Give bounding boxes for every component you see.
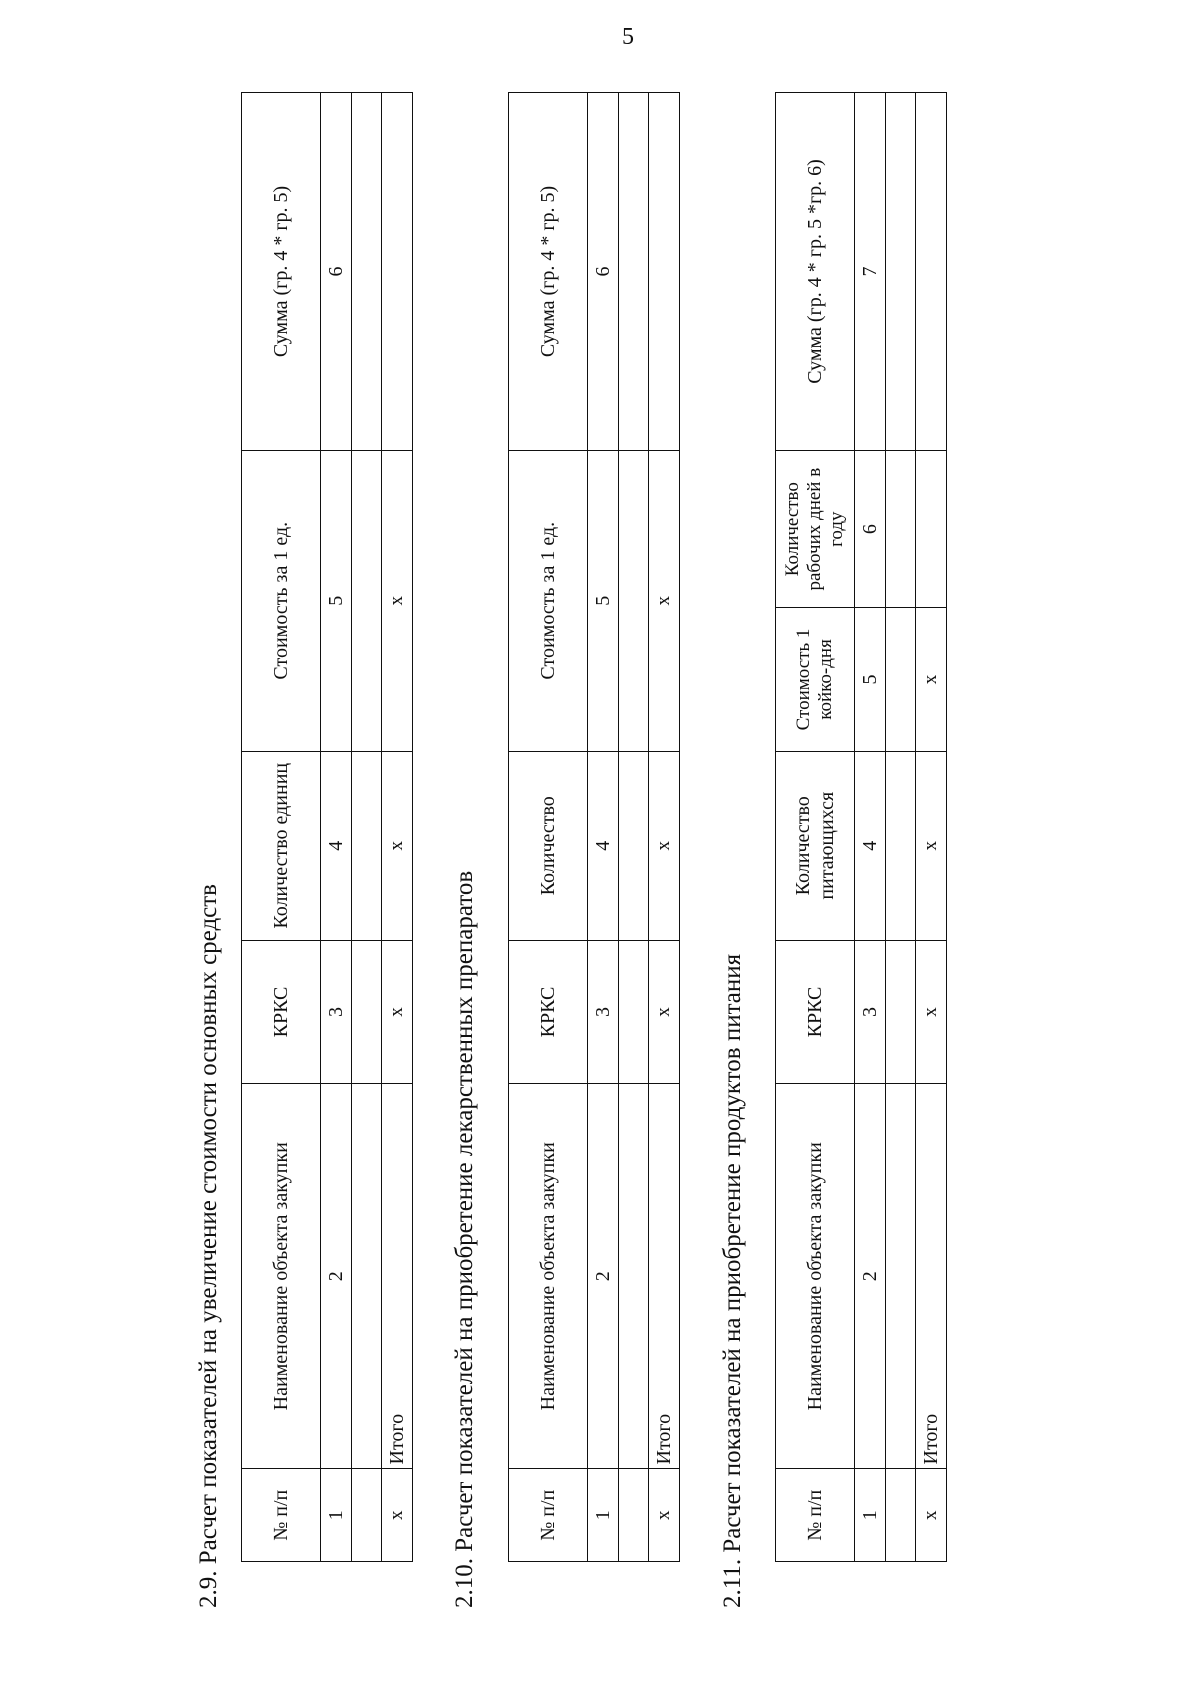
total-cell: х [382,1469,413,1562]
total-cell: х [649,1469,680,1562]
total-cell: х [382,751,413,940]
header-cell: Количество питающихся [776,751,855,940]
header-cell: № п/п [776,1469,855,1562]
total-cell [382,93,413,451]
total-cell [916,450,947,607]
header-cell: Стоимость 1 койко-дня [776,608,855,751]
header-cell: Наименование объекта закупки [509,1084,588,1469]
total-cell [916,93,947,451]
column-number: 1 [588,1469,619,1562]
header-cell: Сумма (гр. 4 * гр. 5) [242,93,321,451]
section-title-2-9: 2.9. Расчет показателей на увеличение стоимости основных средств [195,884,222,1608]
header-cell: Стоимость за 1 ед. [242,450,321,751]
header-cell: № п/п [242,1469,321,1562]
column-number: 4 [588,751,619,940]
table-2-11 [775,92,947,1562]
empty-cell [352,450,382,751]
rotated-sheet [195,108,1195,1608]
total-cell: х [649,751,680,940]
table-2-9 [241,92,413,1562]
column-number: 5 [321,450,352,751]
empty-row [619,93,649,1562]
column-number: 2 [588,1084,619,1469]
header-cell: КРКС [509,940,588,1083]
header-cell: № п/п [509,1469,588,1562]
column-number-row [588,93,619,1562]
column-number: 2 [855,1084,886,1469]
total-cell: х [649,450,680,751]
header-cell: Количество единиц [242,751,321,940]
column-number: 3 [588,940,619,1083]
section-title-2-10: 2.10. Расчет показателей на приобретение лекарственных препаратов [451,870,478,1608]
empty-cell [619,450,649,751]
header-row [776,93,855,1562]
header-cell: Наименование объекта закупки [242,1084,321,1469]
header-row [242,93,321,1562]
total-row [649,93,680,1562]
empty-cell [352,751,382,940]
empty-cell [352,1469,382,1562]
header-cell: Сумма (гр. 4 * гр. 5) [509,93,588,451]
total-cell: х [916,751,947,940]
header-cell: Стоимость за 1 ед. [509,450,588,751]
total-label: Итого [649,1084,680,1469]
total-label: Итого [916,1084,947,1469]
page-number: 5 [622,24,634,50]
total-cell: х [916,1469,947,1562]
total-row [916,93,947,1562]
empty-cell [886,940,916,1083]
total-cell: х [649,940,680,1083]
column-number: 2 [321,1084,352,1469]
total-cell: х [916,940,947,1083]
empty-cell [886,93,916,451]
total-row [382,93,413,1562]
column-number: 5 [855,608,886,751]
empty-cell [886,1469,916,1562]
total-cell: х [382,940,413,1083]
total-cell: х [916,608,947,751]
column-number: 6 [855,450,886,607]
total-label: Итого [382,1084,413,1469]
column-number: 4 [321,751,352,940]
empty-cell [886,1084,916,1469]
empty-cell [886,608,916,751]
column-number: 3 [321,940,352,1083]
total-cell: х [382,450,413,751]
empty-cell [619,751,649,940]
column-number: 7 [855,93,886,451]
header-cell: Сумма (гр. 4 * гр. 5 *гр. 6) [776,93,855,451]
column-number: 5 [588,450,619,751]
empty-row [886,93,916,1562]
empty-cell [886,450,916,607]
table-2-10 [508,92,680,1562]
column-number: 3 [855,940,886,1083]
total-cell [649,93,680,451]
header-cell: Количество рабочих дней в году [776,450,855,607]
empty-cell [352,1084,382,1469]
column-number-row [321,93,352,1562]
empty-row [352,93,382,1562]
header-cell: Количество [509,751,588,940]
column-number: 4 [855,751,886,940]
empty-cell [352,93,382,451]
header-cell: КРКС [242,940,321,1083]
empty-cell [352,940,382,1083]
column-number: 6 [588,93,619,451]
empty-cell [619,93,649,451]
empty-cell [619,940,649,1083]
column-number: 1 [855,1469,886,1562]
header-cell: Наименование объекта закупки [776,1084,855,1469]
column-number: 1 [321,1469,352,1562]
section-title-2-11: 2.11. Расчет показателей на приобретение продуктов питания [719,953,746,1608]
empty-cell [619,1084,649,1469]
column-number-row [855,93,886,1562]
header-cell: КРКС [776,940,855,1083]
empty-cell [619,1469,649,1562]
header-row [509,93,588,1562]
empty-cell [886,751,916,940]
column-number: 6 [321,93,352,451]
